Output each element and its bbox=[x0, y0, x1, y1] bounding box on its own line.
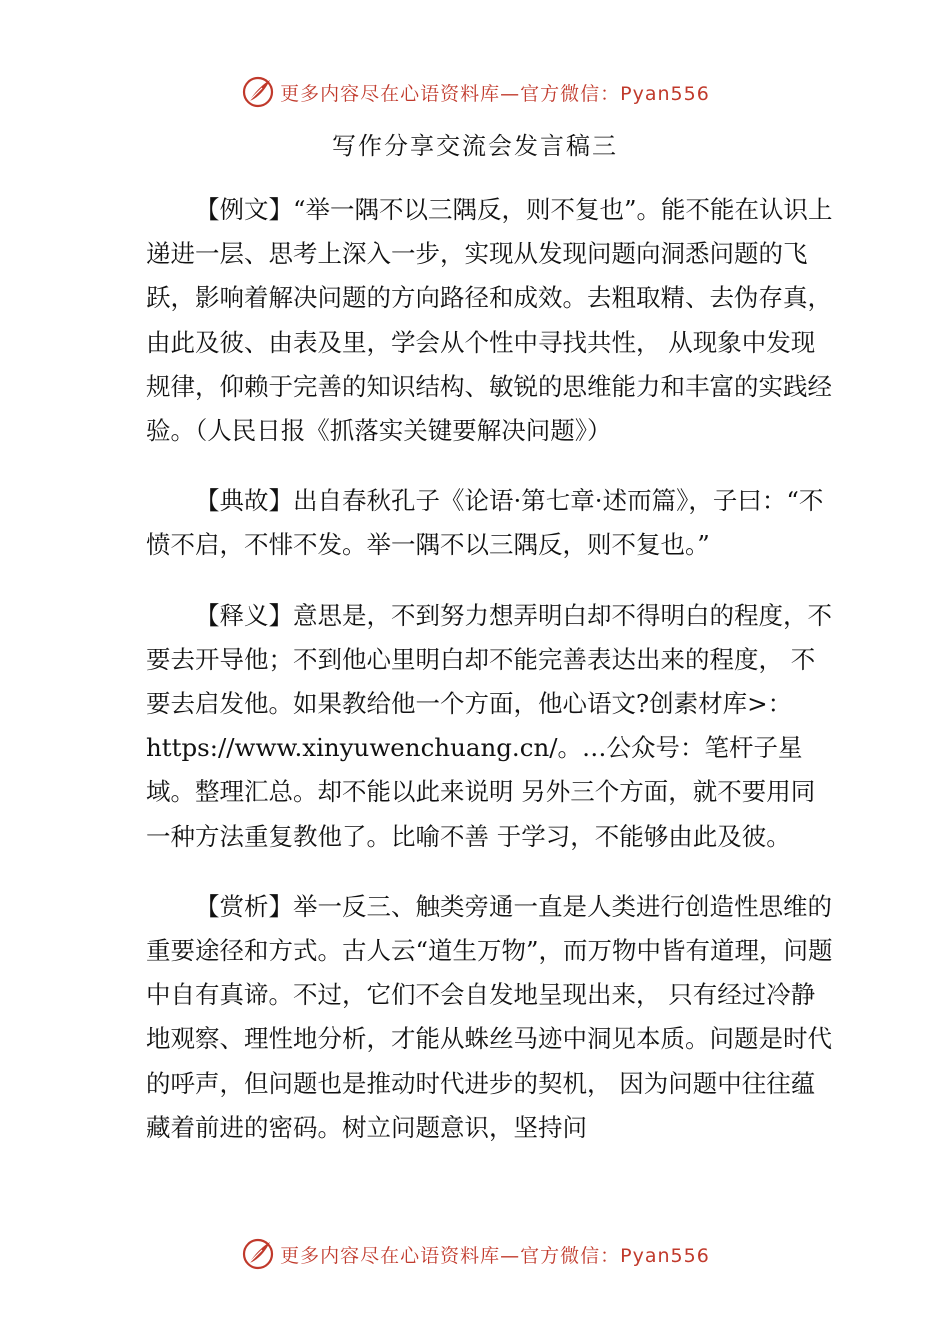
feather-quill-logo-icon bbox=[240, 74, 276, 110]
banner-text: 更多内容尽在心语资料库—官方微信：Pyan556 bbox=[280, 82, 710, 105]
banner-text: 更多内容尽在心语资料库—官方微信：Pyan556 bbox=[280, 1244, 710, 1267]
header-banner bbox=[0, 72, 950, 112]
paragraph-example: 【例文】“举一隅不以三隅反，则不复也”。能不能在认识上递进一层、思考上深入一步，实现从发现问题向洞悉问题的飞跃，影响着解决问题的方向路径和成效。去粗取精、去伪存真，由此及彼、由表及里，学会从个性中寻找共性， 从现象中发现规律，仰赖于完善的知识结构、敏锐的思维能力和丰富的实践经验。（人民日报《抓落实关键要解决问题》） bbox=[146, 195, 833, 446]
document-body bbox=[146, 188, 836, 1176]
document-title: 写作分享交流会发言稿三 bbox=[332, 132, 618, 160]
paragraph-appreciation: 【赏析】举一反三、触类旁通一直是人类进行创造性思维的重要途径和方式。古人云“道生万物”，而万物中皆有道理，问题中自有真谛。不过，它们不会自发地呈现出来， 只有经过冷静地观察、理性地分析，才能从蛛丝马迹中洞见本质。问题是时代的呼声，但问题也是推动时代进步的契机， 因为问题中往往蕴藏着前进的密码。树立问题意识，坚持问 bbox=[146, 891, 833, 1142]
footer-banner bbox=[0, 1234, 950, 1274]
paragraph-interpretation: 【释义】意思是，不到努力想弄明白却不得明白的程度，不要去开导他；不到他心里明白却不能完善表达出来的程度， 不要去启发他。如果教给他一个方面，他心语文?创素材库>：https://www.xinyuwenchuang.cn/。…公众号：笔杆子星域。整理汇总。却不能以此来说明 另外三个方面，就不要用同一种方法重复教他了。比喻不善 于学习，不能够由此及彼。 bbox=[146, 600, 832, 851]
paragraph-allusion: 【典故】出自春秋孔子《论语·第七章·述而篇》，子曰：“不愤不启，不悱不发。举一隅不以三隅反，则不复也。” bbox=[146, 486, 824, 560]
feather-quill-logo-icon bbox=[240, 1236, 276, 1272]
